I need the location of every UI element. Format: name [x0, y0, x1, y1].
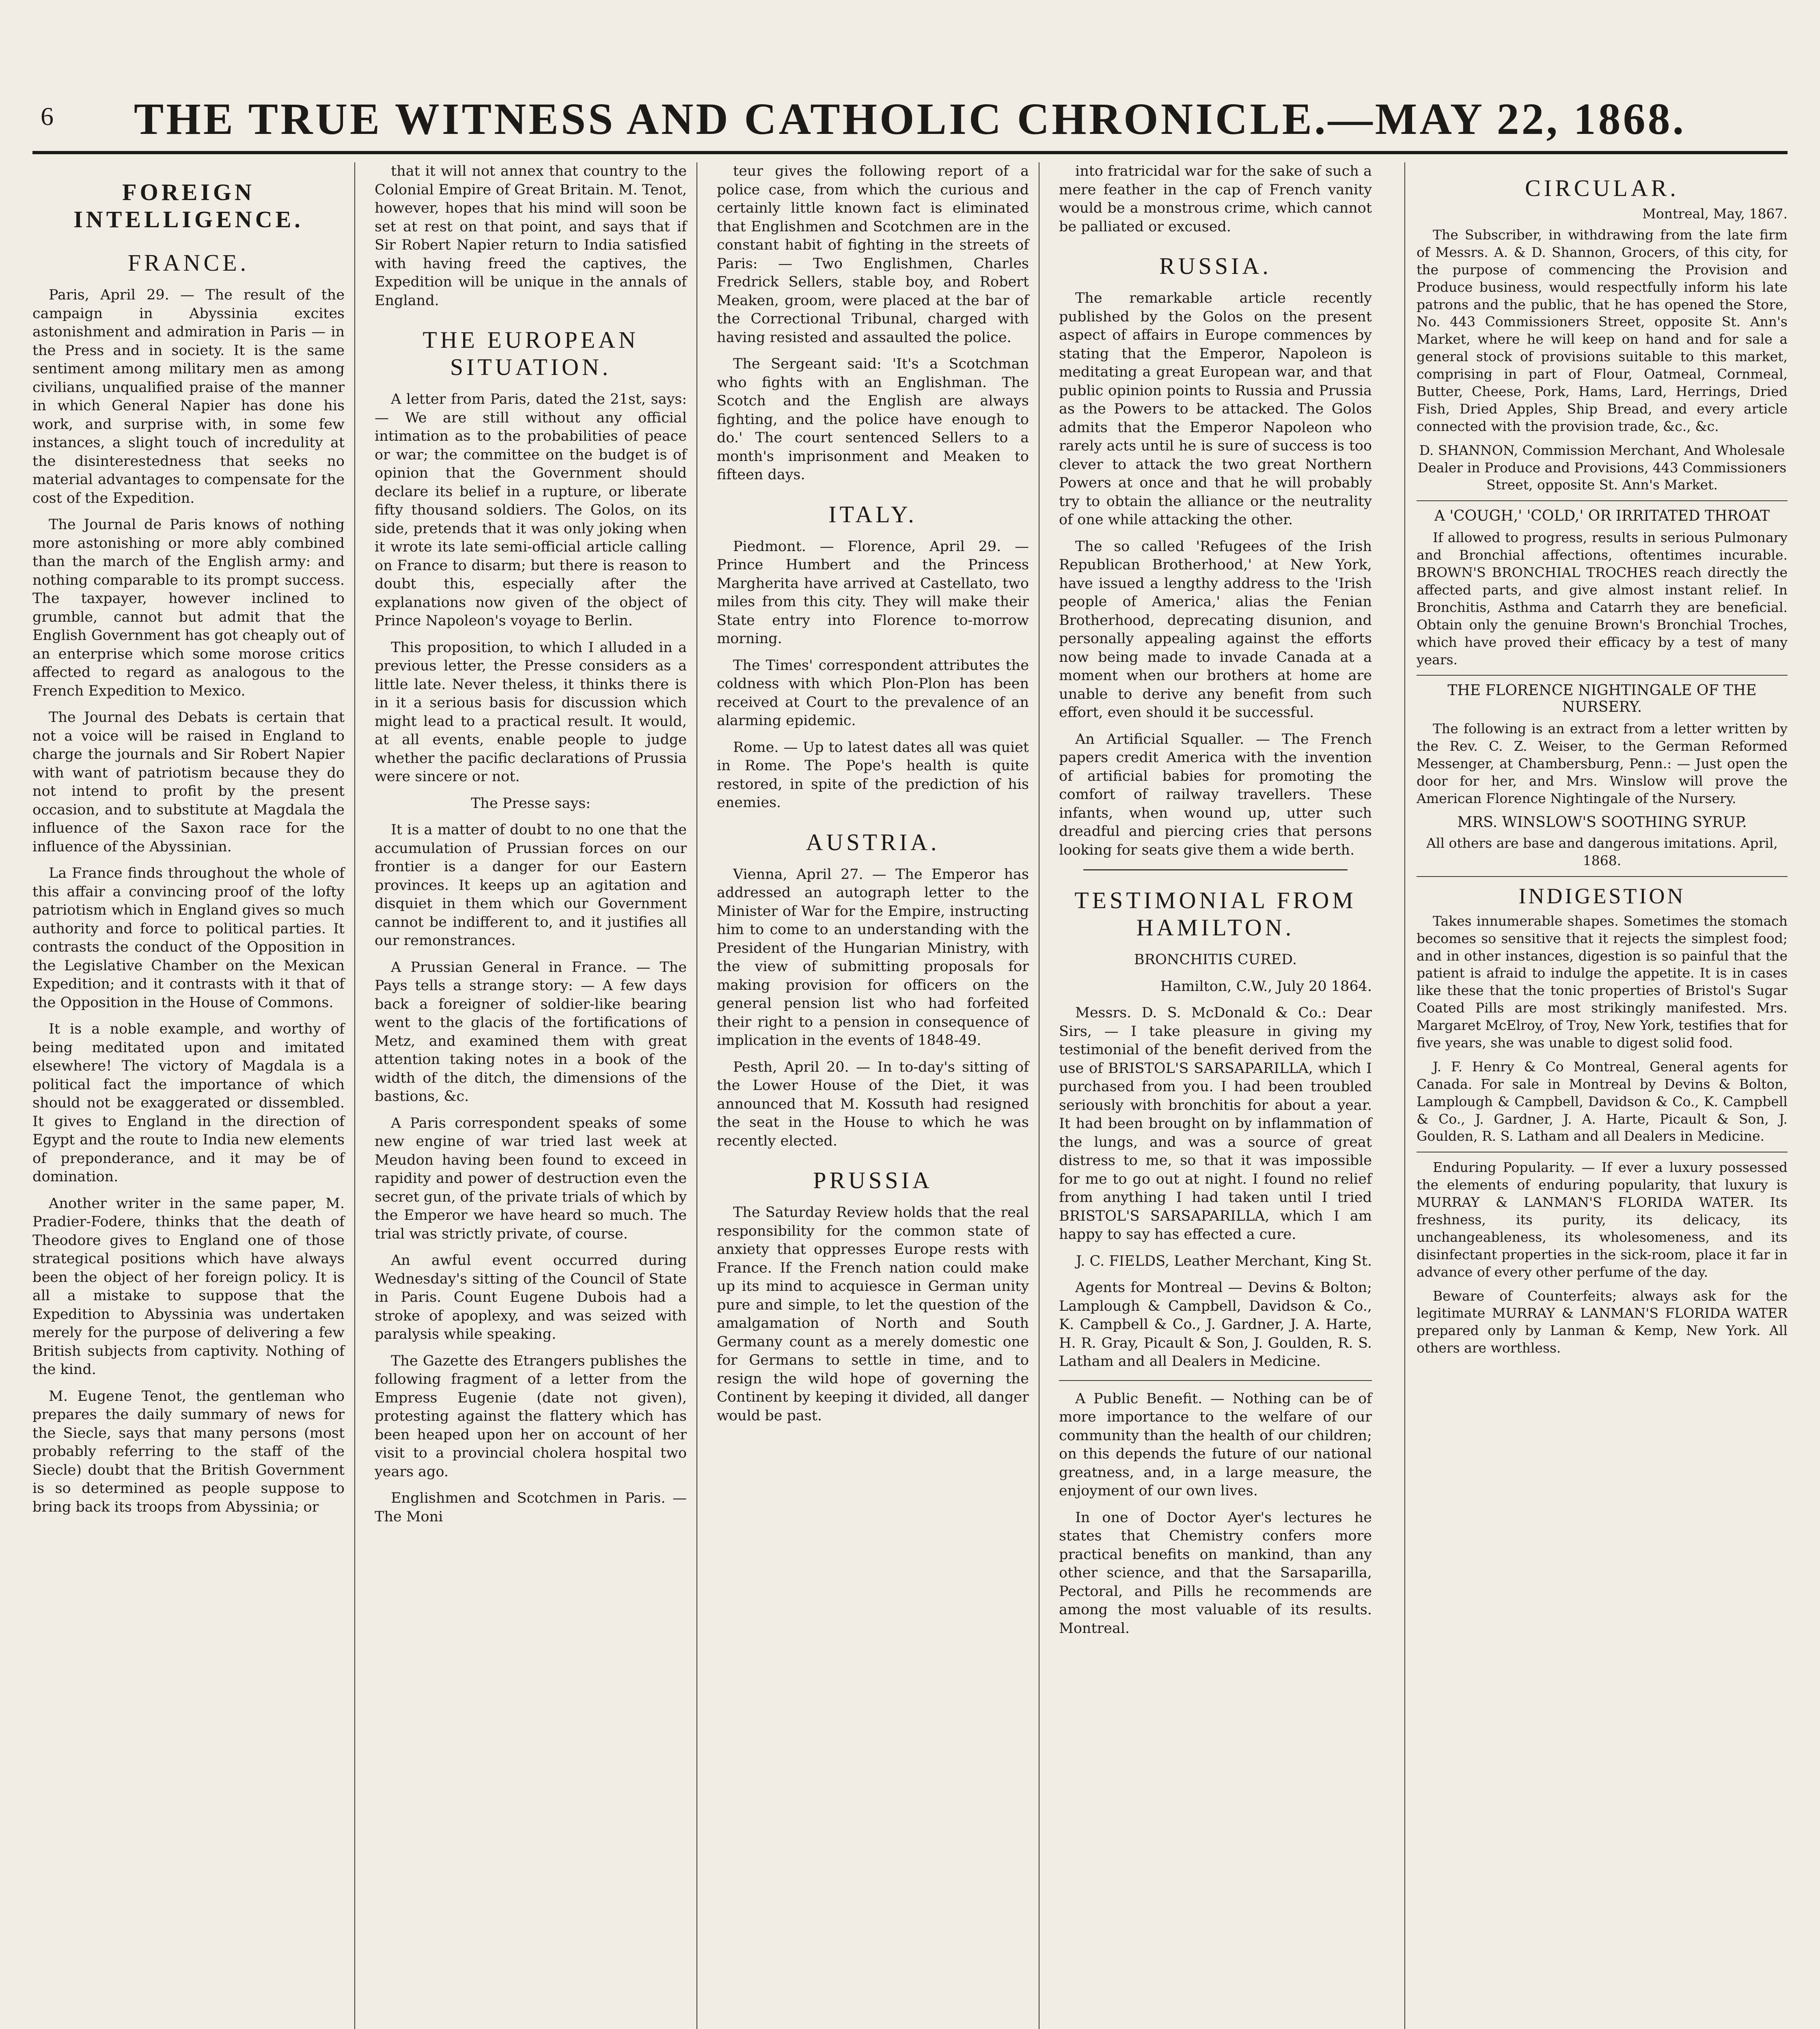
divider	[1417, 500, 1788, 501]
ad-heading-circular: CIRCULAR.	[1525, 175, 1679, 201]
article-paragraph: A Prussian General in France. — The Pays tells a strange story: — A few days back a foreigner of soldier-like bearing went to the glacis of the fortifications of Metz, and examined them with great attention taking notes in a book of the width of the ditch, the dimensions of the bastions, &c.	[375, 959, 687, 1105]
ad-paragraph: The following is an extract from a letter written by the Rev. C. Z. Weiser, to the German Reformed Messenger, at Chambersburg, Penn.: — Just open the door for her, and Mrs. Winslow will prove the American Florence Nightingale of the Nursery.	[1417, 721, 1788, 807]
ad-paragraph: J. F. Henry & Co Montreal, General agents for Canada. For sale in Montreal by Devins & Bolton, Lamplough & Campbell, Davidson & Co., K. Campbell & Co., J. Gardner, J. A. Harte, Picault & Son, J. Goulden, R. S. Latham and all Dealers in Medicine.	[1417, 1058, 1788, 1144]
article-paragraph: Englishmen and Scotchmen in Paris. — The Moni	[375, 1490, 687, 1525]
ad-paragraph: If allowed to progress, results in serious Pulmonary and Bronchial affections, oftentimes incurable. BROWN'S BRONCHIAL TROCHES reach directly the affected parts, and give almost instant relief. In Bronchitis, Asthma and Catarrh they are beneficial. Obtain only the genuine Brown's Bronchial Troches, which have proved their efficacy by a test of many years.	[1417, 530, 1788, 668]
divider	[1083, 869, 1348, 870]
newspaper-title: THE TRUE WITNESS AND CATHOLIC CHRONICLE.—MAY 22, 1868.	[134, 94, 1686, 144]
divider	[1417, 876, 1788, 877]
ad-heading-winslow: MRS. WINSLOW'S SOOTHING SYRUP.	[1457, 814, 1747, 831]
article-paragraph: It is a matter of doubt to no one that the accumulation of Prussian forces on our frontier is a danger for our Eastern provinces. It keeps up an agitation and disquiet in them which our Government cannot be indifferent to, and it justifies all our remonstrances.	[375, 822, 687, 949]
section-heading-russia: RUSSIA.	[1159, 253, 1272, 279]
article-paragraph: The Times' correspondent attributes the coldness with which Plon-Plon has been received at Court to the prevalence of an alarming epidemic.	[717, 657, 1029, 729]
article-paragraph: The Journal de Paris knows of nothing more astonishing or more ably combined than the march of the English army: and nothing comparable to its prompt success. The taxpayer, however inclined to grumble, cannot but admit that the English Government has got cheaply out of an enterprise which some morose critics affected to regard as analogous to the French Expedition to Mexico.	[32, 517, 345, 699]
article-paragraph: It is a noble example, and worthy of being meditated upon and imitated elsewhere! The victory of Magdala is a political fact the importance of which should not be exaggerated or dissembled. It gives to England in the direction of Egypt and the route to India new elements of preponderance, and it may be of domination.	[32, 1021, 345, 1185]
column-2	[375, 162, 697, 2029]
section-heading-european-situation: THE EUROPEAN SITUATION.	[423, 327, 639, 380]
article-paragraph: This proposition, to which I alluded in a previous letter, the Presse considers as a little late. Never theless, it thinks there is in it a serious basis for discussion which might lead to a practical result. It would, at all events, enable people to judge whether the pacific declarations of Prussia were sincere or not.	[375, 639, 687, 785]
article-paragraph: The Journal des Debats is certain that not a voice will be raised in England to charge the journals and Sir Robert Napier with want of patriotism because they do not intend to profit by the present occasion, and to substitute at Magdala the influence of the Saxon race for the influence of the Abyssinian.	[32, 709, 345, 855]
article-paragraph: A letter from Paris, dated the 21st, says: — We are still without any official intimation as to the probabilities of peace or war; the committee on the budget is of opinion that the Government should declare its belief in a rupture, or liberate fifty thousand soldiers. The Golos, on its side, pretends that it was only joking when it wrote its late semi-official article calling on France to disarm; but there is reason to doubt this, especially after the explanations now given of the object of Prince Napoleon's voyage to Berlin.	[375, 391, 687, 629]
article-paragraph: Paris, April 29. — The result of the campaign in Abyssinia excites astonishment and admiration in Paris — in the Press and in society. It is the same sentiment among military men as among civilians, unqualified praise of the manner in which General Napier has done his work, and surprise with, in some few instances, a slight touch of incredulity at the disinterestedness that seeks no material advantages to compensate for the cost of the Expedition.	[32, 287, 345, 506]
article-paragraph: Rome. — Up to latest dates all was quiet in Rome. The Pope's health is quite restored, in spite of the prediction of his enemies.	[717, 739, 1029, 811]
ad-paragraph: All others are base and dangerous imitations. April, 1868.	[1426, 835, 1778, 868]
article-paragraph: An Artificial Squaller. — The French papers credit America with the invention of artificial babies for promoting the comfort of railway travellers. These infants, when wound up, utter such dreadful and piercing cries that persons looking for seats give them a wide berth.	[1059, 731, 1372, 858]
section-heading-prussia: PRUSSIA	[813, 1167, 933, 1193]
article-paragraph: Piedmont. — Florence, April 29. — Prince Humbert and the Princess Margherita have arrived at Castellato, two miles from this city. They will make their State entry into Florence to-morrow morning.	[717, 538, 1029, 647]
ad-dateline: Montreal, May, 1867.	[1642, 206, 1788, 222]
article-paragraph: Pesth, April 20. — In to-day's sitting of the Lower House of the Diet, it was announced that M. Kossuth had resigned the seat in the House to which he was recently elected.	[717, 1059, 1029, 1149]
article-paragraph: An awful event occurred during Wednesday's sitting of the Council of State in Paris. Count Eugene Dubois had a stroke of apoplexy, and was seized with paralysis while speaking.	[375, 1252, 687, 1342]
divider	[1059, 1380, 1372, 1381]
article-paragraph: A Paris correspondent speaks of some new engine of war tried last week at Meudon having been found to exceed in rapidity and power of destruction even the secret gun, of the private trials of which by the Emperor we have heard so much. The trial was strictly private, of course.	[375, 1115, 687, 1242]
article-paragraph: into fratricidal war for the sake of such a mere feather in the cap of French vanity would be a monstrous crime, which cannot be palliated or excused.	[1059, 163, 1372, 235]
masthead	[32, 0, 1788, 159]
column-4	[1059, 162, 1382, 2029]
ad-signature: J. C. FIELDS, Leather Merchant, King St.	[1076, 1253, 1372, 1269]
column-3	[717, 162, 1039, 2029]
ad-paragraph: Beware of Counterfeits; always ask for the legitimate MURRAY & LANMAN'S FLORIDA WATER prepared only by Lanman & Kemp, New York. All others are worthless.	[1417, 1288, 1788, 1356]
article-paragraph: The Sergeant said: 'It's a Scotchman who fights with an Englishman. The Scotch and the English are always fighting, and the police have enough to do.' The court sentenced Sellers to a month's imprisonment and Meaken to fifteen days.	[717, 356, 1029, 483]
article-paragraph: that it will not annex that country to the Colonial Empire of Great Britain. M. Tenot, however, hopes that his mind will soon be set at rest on that point, and says that if Sir Robert Napier return to India satisfied with having freed the captives, the Expedition will be unique in the annals of England.	[375, 163, 687, 309]
ad-heading-testimonial: TESTIMONIAL FROM HAMILTON.	[1074, 887, 1356, 941]
ad-paragraph: Enduring Popularity. — If ever a luxury possessed the elements of enduring popularity, that luxury is MURRAY & LANMAN'S FLORIDA WATER. Its freshness, its purity, its delicacy, its unchangeableness, its wholesomeness, and its disinfectant properties in the sick-room, place it far in advance of every other perfume of the day.	[1417, 1159, 1788, 1280]
section-heading-foreign: FOREIGN INTELLIGENCE.	[73, 179, 304, 233]
section-heading-france: FRANCE.	[127, 250, 250, 276]
masthead-rule	[32, 151, 1788, 154]
ad-paragraph: A Public Benefit. — Nothing can be of more importance to the welfare of our community than the health of our children; on this depends the future of our national greatness, and, in a large measure, the enjoyment of our own lives.	[1059, 1390, 1372, 1499]
article-paragraph: Vienna, April 27. — The Emperor has addressed an autograph letter to the Minister of War for the Empire, instructing him to come to an understanding with the President of the Hungarian Ministry, with the view of submitting proposals for making provision for officers on the general pension list who had forfeited their right to a pension in consequence of implication in the events of 1848-49.	[717, 866, 1029, 1049]
article-paragraph: The remarkable article recently published by the Golos on the present aspect of affairs in Europe commences by stating that the Emperor, Napoleon is meditating a great European war, and that public opinion points to Russia and Prussia as the Powers to be attacked. The Golos admits that the Emperor Napoleon who rarely acts until he is sure of success is too clever to attack the two great Northern Powers at once and that he will probably try to obtain the alliance or the neutrality of one while attacking the other.	[1059, 290, 1372, 528]
article-paragraph: The Gazette des Etrangers publishes the following fragment of a letter from the Empress Eugenie (date not given), protesting against the flattery which has been heaped upon her on account of her visit to a provincial cholera hospital two years ago.	[375, 1353, 687, 1480]
ad-paragraph: In one of Doctor Ayer's lectures he states that Chemistry confers more practical benefits on mankind, than any other science, and that the Sarsaparilla, Pectoral, and Pills he recommends are among the most valuable of its results. Montreal.	[1059, 1509, 1372, 1637]
newspaper-columns	[32, 162, 1382, 2029]
ad-paragraph: Agents for Montreal — Devins & Bolton; Lamplough & Campbell, Davidson & Co., K. Campbell & Co., J. Gardner, J. A. Harte, H. R. Gray, Picault & Son, J. Goulden, R. S. Latham and all Dealers in Medicine.	[1059, 1279, 1372, 1370]
ad-paragraph: The Subscriber, in withdrawing from the late firm of Messrs. A. & D. Shannon, Grocers, of this city, for the purpose of commencing the Provision and Produce business, would respectfully inform his late patrons and the public, that he has opened the Store, No. 443 Commissioners Street, opposite St. Ann's Market, where he will keep on hand and for sale a general stock of provisions suitable to this market, comprising in part of Flour, Oatmeal, Cornmeal, Butter, Cheese, Pork, Hams, Lard, Herrings, Dried Fish, Dried Apples, Ship Bread, and every article connected with the provision trade, &c., &c.	[1417, 227, 1788, 434]
page-number: 6	[41, 102, 54, 131]
article-paragraph: The so called 'Refugees of the Irish Republican Brotherhood,' at New York, have issued a lengthy address to the 'Irish people of America,' alias the Fenian Brotherhood, deprecating disunion, and personally appealing against the efforts now being made to invade Canada at a moment when our brothers at home are unable to derive any benefit from such effort, even should it be successful.	[1059, 538, 1372, 721]
section-heading-austria: AUSTRIA.	[806, 829, 940, 855]
ad-heading-nightingale: THE FLORENCE NIGHTINGALE OF THE NURSERY.	[1447, 682, 1757, 716]
article-paragraph: The Saturday Review holds that the real responsibility for the common state of anxiety that oppresses Europe rests with France. If the French nation could make up its mind to acquiesce in German unity pure and simple, to let the question of the amalgamation of North and South Germany count as a merely domestic one for Germans to settle in time, and to resign the wild hope of governing the Continent by keeping it divided, all danger would be past.	[717, 1204, 1029, 1424]
ad-heading-indigestion: INDIGESTION	[1518, 883, 1686, 908]
article-paragraph: teur gives the following report of a police case, from which the curious and certainly little known fact is eliminated that Englishmen and Scotchmen are in the constant habit of fighting in the streets of Paris: — Two Englishmen, Charles Fredrick Sellers, stable boy, and Robert Meaken, groom, were placed at the bar of the Correctional Tribunal, charged with having resisted and assaulted the police.	[717, 163, 1029, 346]
ad-paragraph: Messrs. D. S. McDonald & Co.: Dear Sirs, — I take pleasure in giving my testimonial of the benefit derived from the use of BRISTOL'S SARSAPARILLA, which I purchased from you. I had been troubled seriously with bronchitis for about a year. It had been brought on by inflammation of the lungs, and was a source of great distress to me, so that it was impossible for me to go out at night. I found no relief from anything I had taken until I tried BRISTOL'S SARSAPARILLA, which I am happy to say has effected a cure.	[1059, 1005, 1372, 1243]
column-1	[32, 162, 355, 2029]
ad-heading-cough: A 'COUGH,' 'COLD,' OR IRRITATED THROAT	[1434, 508, 1770, 525]
subheading-presse: The Presse says:	[471, 795, 591, 812]
divider	[1417, 675, 1788, 676]
advertisements-column	[1404, 162, 1788, 2029]
article-paragraph: La France finds throughout the whole of this affair a convincing proof of the lofty patriotism which in England gives so much authority and force to political parties. It contrasts the conduct of the Opposition in the Legislative Chamber on the Mexican Expedition; and it contrasts with it that of the Opposition in the House of Commons.	[32, 865, 345, 1011]
article-paragraph: M. Eugene Tenot, the gentleman who prepares the daily summary of news for the Siecle, says that many persons (most probably referring to the staff of the Siecle) doubt that the British Government is so determined as people suppose to bring back its troops from Abyssinia; or	[32, 1388, 345, 1515]
ad-subheading-bronchitis: BRONCHITIS CURED.	[1134, 952, 1297, 968]
ad-signature: D. SHANNON, Commission Merchant, And Wholesale Dealer in Produce and Provisions, 443 Commissioners Street, opposite St. Ann's Market.	[1417, 442, 1787, 493]
article-paragraph: Another writer in the same paper, M. Pradier-Fodere, thinks that the death of Theodore gives to England one of those strategical positions which have always been the object of her foreign policy. It is all a mistake to suppose that the Expedition to Abyssinia was undertaken merely for the purpose of delivering a few British subjects from captivity. Nothing of the kind.	[32, 1195, 345, 1378]
ad-paragraph: Takes innumerable shapes. Sometimes the stomach becomes so sensitive that it rejects the simplest food; and in other instances, digestion is so painful that the patient is afraid to indulge the appetite. It is in cases like these that the tonic properties of Bristol's Sugar Coated Pills are most strikingly manifested. Mrs. Margaret McElroy, of Troy, New York, testifies that for five years, she was unable to digest solid food.	[1417, 913, 1788, 1051]
section-heading-italy: ITALY.	[828, 501, 917, 528]
ad-dateline: Hamilton, C.W., July 20 1864.	[1160, 978, 1372, 995]
